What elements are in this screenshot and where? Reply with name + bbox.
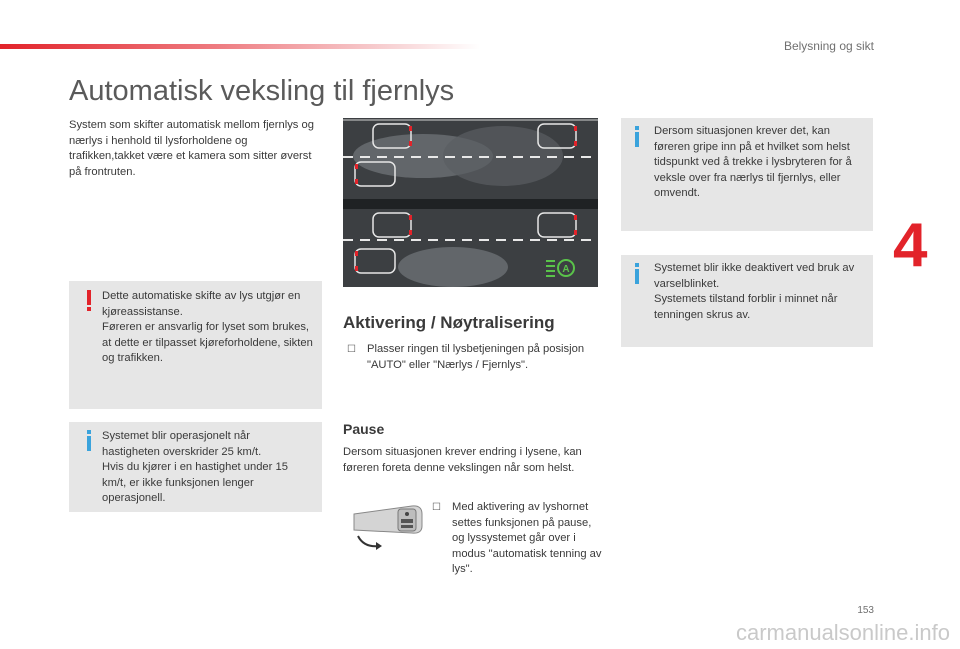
warning-icon [86, 290, 92, 312]
chapter-number: 4 [893, 211, 928, 280]
watermark: carmanualsonline.info [735, 620, 950, 645]
info-speed-text: Systemet blir operasjonelt når hastigheten overskrider 25 km/t. Hvis du kjører i en hastighet under 15 km/t, er ikke funksjonen lenger operasjonell. [102, 430, 288, 505]
page-title: Automatisk veksling til fjernlys [69, 75, 455, 107]
activation-bullet-text: Plasser ringen til lysbetjeningen på posisjon "AUTO" eller "Nærlys / Fjernlys". [367, 343, 585, 371]
low-beam-illustration [343, 209, 598, 287]
auto-high-beam-indicator-icon [542, 255, 578, 281]
pause-text: Dersom situasjonen krever endring i lysene, kan føreren foreta denne vekslingen når som helst. [343, 446, 582, 474]
page-number: 153 [857, 605, 874, 616]
pause-bullet [432, 500, 602, 578]
light-stalk-illustration [350, 500, 425, 555]
warning-box [69, 281, 322, 409]
pause-heading: Pause [343, 421, 385, 437]
info-box-hazard [621, 255, 873, 347]
illustration-divider [343, 199, 598, 209]
activation-heading: Aktivering / Nøytralisering [343, 313, 555, 332]
info-icon [634, 263, 640, 285]
pause-bullet-text: Med aktivering av lyshornet settes funksjonen på pause, og lyssystemet går over i modus "automatisk tenning av lys". [452, 501, 602, 576]
info-hazard-text: Systemet blir ikke deaktivert ved bruk av varselblinket. Systemets tilstand forblir i minnet når tenningen skrus av. [654, 262, 855, 321]
bullet-arrow-icon: ☐ [347, 344, 356, 355]
road-scene-low-beam [343, 209, 598, 287]
intro-text: System som skifter automatisk mellom fjernlys og nærlys i henhold til lysforholdene og trafikken,takket være et kamera som sitter øverst på frontruten. [69, 119, 314, 178]
light-stalk-icon [350, 500, 425, 555]
info-icon [86, 430, 92, 452]
road-scene-high-beam [343, 118, 598, 199]
info-icon [634, 126, 640, 148]
activation-bullet [347, 342, 592, 373]
bullet-arrow-icon: ☐ [432, 502, 441, 513]
info-manual-text: Dersom situasjonen krever det, kan føreren gripe inn på et hvilket som helst tidspunkt ved å trekke i lysbryteren for å veksle over fra nærlys til fjernlys, eller omvendt. [654, 125, 852, 200]
section-title: Belysning og sikt [783, 39, 874, 53]
warning-text: Dette automatiske skifte av lys utgjør en kjøreassistanse. Føreren er ansvarlig for lyset som brukes, at dette er tilpasset kjøreforholdene, sikten og trafikken. [102, 290, 313, 365]
info-box-manual-override [621, 118, 873, 231]
high-beam-illustration [343, 118, 598, 199]
svg-text:A: A [562, 264, 570, 275]
header-accent-bar [0, 44, 480, 49]
info-box-speed [69, 422, 322, 512]
